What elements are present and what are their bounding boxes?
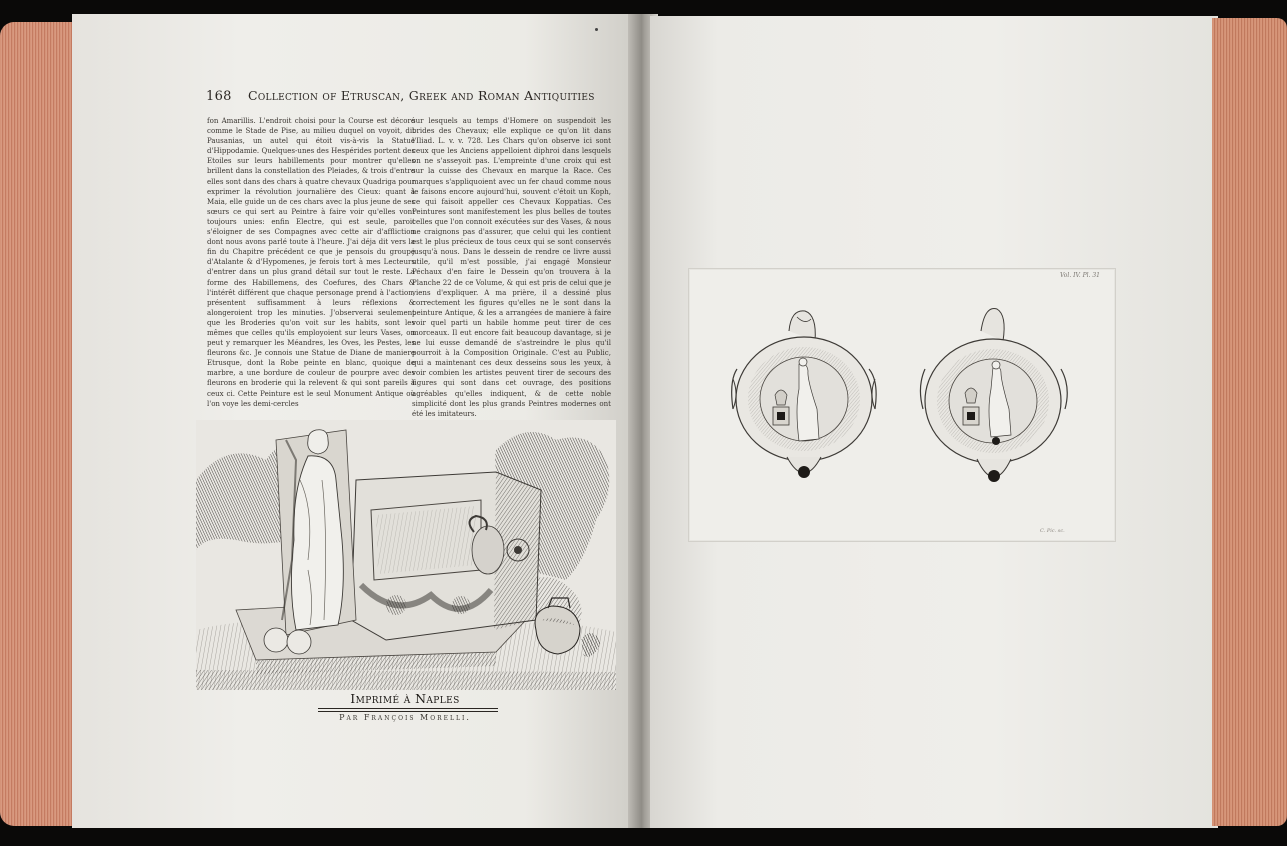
plate-signature: C. Pic. sc. [1040,528,1065,534]
oil-lamps-illustration [689,269,1115,541]
left-page-edges [0,22,78,826]
engraving-illustration [196,420,616,690]
printer-mark [595,28,598,31]
imprint-rule [318,708,498,709]
plate-oil-lamps [688,268,1116,542]
text-column-right: sur lesquels au temps d'Homere on suspendoit les brides des Chevaux; elle explique ce qu'on lit dans l'Iliad. L. v. v. 728. Les Chars qu'on observe ici sont ceux que les Anciens appelloient diphroi dans lesquels on ne s'asseyoit pas. L'empreinte d'une croix qui est sur la cuisse des Chevaux en marque la Race. Ces marques s'appliquoient avec un fer chaud comme nous le faisons encore aujourd'hui, souvent c'étoit un Koph, ce qui faisoit appeller ces Chevaux Koppatias. Ces Peintures sont manifestement les plus belles de toutes celles que l'on connoit exécutées sur des Vases, & nous ne craignons pas d'assurer, que celui qui les contient est le plus précieux de tous ceux qui se sont conservés jusqu'à nous. Dans le dessein de rendre ce livre aussi utile, qu'il m'est possible, j'ai engagé Monsieur Péchaux d'en faire le Dessein qu'on trouvera à la Planche 22 de ce Volume, & qui est pris de celui que je viens d'expliquer. A ma prière, il a dessiné plus correctement les figures qu'elles ne le sont dans la peinture Antique, & les a arrangées de maniere à faire voir quel parti un habile homme peut tirer de ces morceaux. Il eut encore fait beaucoup davantage, si je ne lui eusse demandé de s'astreindre le plus qu'il pourroit à la Composition Originale. C'est au Public, qui a maintenant ces deux desseins sous les yeux, à voir combien les artistes peuvent tirer de secours des figures qui sont dans cet ouvrage, des positions agréables qu'elles indiquent, & de cette noble simplicité dont les plus grands Peintres modernes ont été les imitateurs. [412,116,611,418]
sarcophagus-engraving [196,420,616,690]
imprint-subtitle: Par François Morelli. [339,713,471,722]
running-head-title: Collection of Etruscan, Greek and Roman Antiquities [248,88,595,103]
lamp-right [920,308,1067,482]
plate-reference: Vol. IV. Pl. 31 [1060,272,1101,279]
right-page-edges [1212,18,1287,826]
text-column-left: fon Amarillis. L'endroit choisi pour la Course est décoré comme le Stade de Pise, au milieu duquel on voyoit, dit Pausanias, un autel qui étoit vis-à-vis la Statue d'Hippodamie. Quelques-unes des Hespérides portent des Etoiles sur leurs habillements pour montrer qu'elles brillent dans la constellation des Pleiades, & trois d'entre elles sont dans des chars à quatre chevaux Quadriga pour exprimer la révolution journalière des Cieux: quant à Maia, elle guide un de ces chars avec la plus jeune de ses sœurs ce qui sert au Peintre à faire voir qu'elles vont toujours unies: enfin Electre, qui est seule, paroit s'éloigner de ses Compagnes avec cette air d'affliction dont nous avons parlé toute à l'heure. J'ai déja dit vers la fin du Chapitre précédent ce que je pensois du groupe d'Atalante & d'Hypomenes, je ferois tort à mes Lecteurs d'entrer dans un plus grand détail sur tout le reste. La forme des Habillemens, des Coefures, des Chars & l'intérêt différent que chaque personage prend à l'action, présentent suffisamment à leurs réflexions & alongeroient trop les minuties. J'observerai seulement que les Broderies qu'on voit sur les habits, sont les mêmes que celles qu'ils employoient sur leurs Vases, on peut y remarquer les Méandres, les Oves, les Pestes, les fleurons &c. Je connois une Statue de Diane de maniere Etrusque, dont la Robe peinte en blanc, quoique de marbre, a une bordure de couleur de pourpre avec des fleurons en broderie qui la relevent & qui sont pareils à ceux ci. Cette Peinture est le seul Monument Antique où l'on voye les demi-cercles [207,116,415,408]
imprint-rule-thin [318,711,498,712]
lamp-left [732,311,876,478]
running-head [206,88,626,108]
page-number: 168 [206,89,232,104]
imprint-title: Imprimé à Naples [350,691,460,706]
